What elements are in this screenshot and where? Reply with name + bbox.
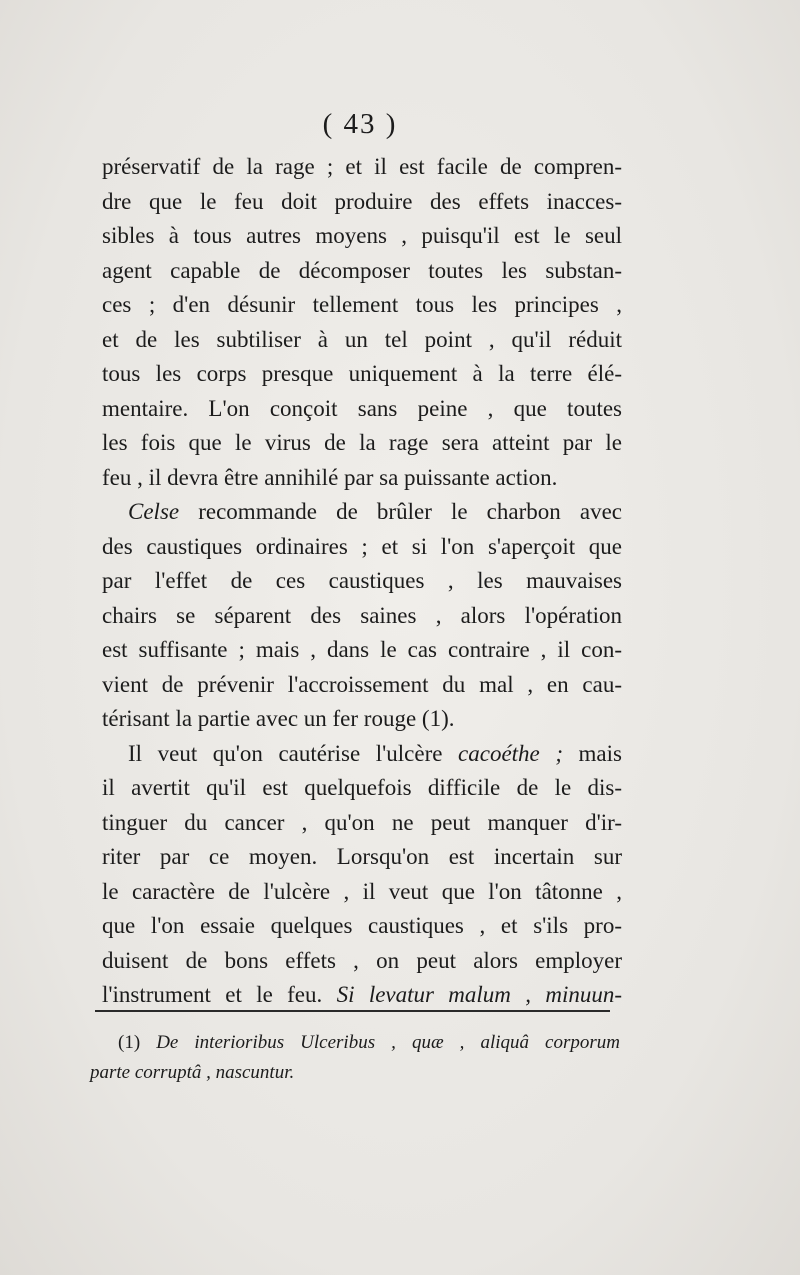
footnote-line: parte corruptâ , nascuntur. [90, 1062, 295, 1083]
text-line: duisent de bons effets , on peut alors employer [102, 947, 622, 973]
author-name-celse: Celse [128, 499, 180, 524]
text-line: ces ; d'en désunir tellement tous les principes , [102, 292, 622, 317]
text-line: est suffisante ; mais , dans le cas contraire , il con- [102, 637, 622, 662]
footnote-text: De interioribus Ulceribus , quæ , aliquâ corporum [140, 1032, 620, 1053]
footnote-divider [95, 1010, 610, 1012]
text-fragment: mais [562, 740, 622, 766]
text-line: il avertit qu'il est quelquefois difficile de le dis- [102, 775, 622, 800]
text-line: préservatif de la rage ; et il est facile de compren- [102, 154, 622, 179]
text-line: vient de prévenir l'accroissement du mal , en cau- [102, 671, 622, 697]
footnote-marker: (1) [118, 1032, 141, 1053]
text-line: dre que le feu doit produire des effets inacces- [102, 188, 622, 214]
text-line: les fois que le virus de la rage sera atteint par le [102, 430, 622, 455]
text-line [102, 495, 622, 530]
body-text [102, 150, 622, 1013]
text-line: et de les subtiliser à un tel point , qu'il réduit [102, 326, 622, 352]
text-line: chairs se séparent des saines , alors l'opération [102, 602, 622, 628]
footnote-line [90, 1028, 620, 1058]
text-fragment: recommande de brûler le charbon avec [179, 499, 622, 524]
text-line [102, 978, 622, 1013]
text-line: térisant la partie avec un fer rouge (1). [102, 706, 455, 731]
text-fragment: Il veut qu'on cautérise l'ulcère [128, 740, 459, 766]
text-line: par l'effet de ces caustiques , les mauvaises [102, 568, 622, 593]
page-number: ( 43 ) [322, 108, 398, 140]
latin-quote: Si levatur malum , minuun- [336, 982, 623, 1007]
text-fragment: l'instrument et le feu. [102, 982, 337, 1007]
text-line: riter par ce moyen. Lorsqu'on est incertain sur [102, 844, 622, 869]
text-line: tinguer du cancer , qu'on ne peut manquer d'ir- [102, 809, 622, 835]
text-line: tous les corps presque uniquement à la terre élé- [102, 361, 622, 386]
latin-term-cacoethe: cacoéthe ; [458, 740, 563, 766]
text-line [102, 737, 622, 772]
text-line: agent capable de décomposer toutes les substan- [102, 257, 622, 283]
text-line: mentaire. L'on conçoit sans peine , que toutes [102, 395, 622, 421]
text-line: le caractère de l'ulcère , il veut que l'on tâtonne , [102, 878, 622, 904]
text-line: des caustiques ordinaires ; et si l'on s'aperçoit que [102, 533, 622, 559]
text-line: feu , il devra être annihilé par sa puissante action. [102, 464, 558, 490]
text-line: que l'on essaie quelques caustiques , et s'ils pro- [102, 913, 622, 938]
text-line: sibles à tous autres moyens , puisqu'il est le seul [102, 223, 622, 248]
footnote [90, 1028, 620, 1088]
